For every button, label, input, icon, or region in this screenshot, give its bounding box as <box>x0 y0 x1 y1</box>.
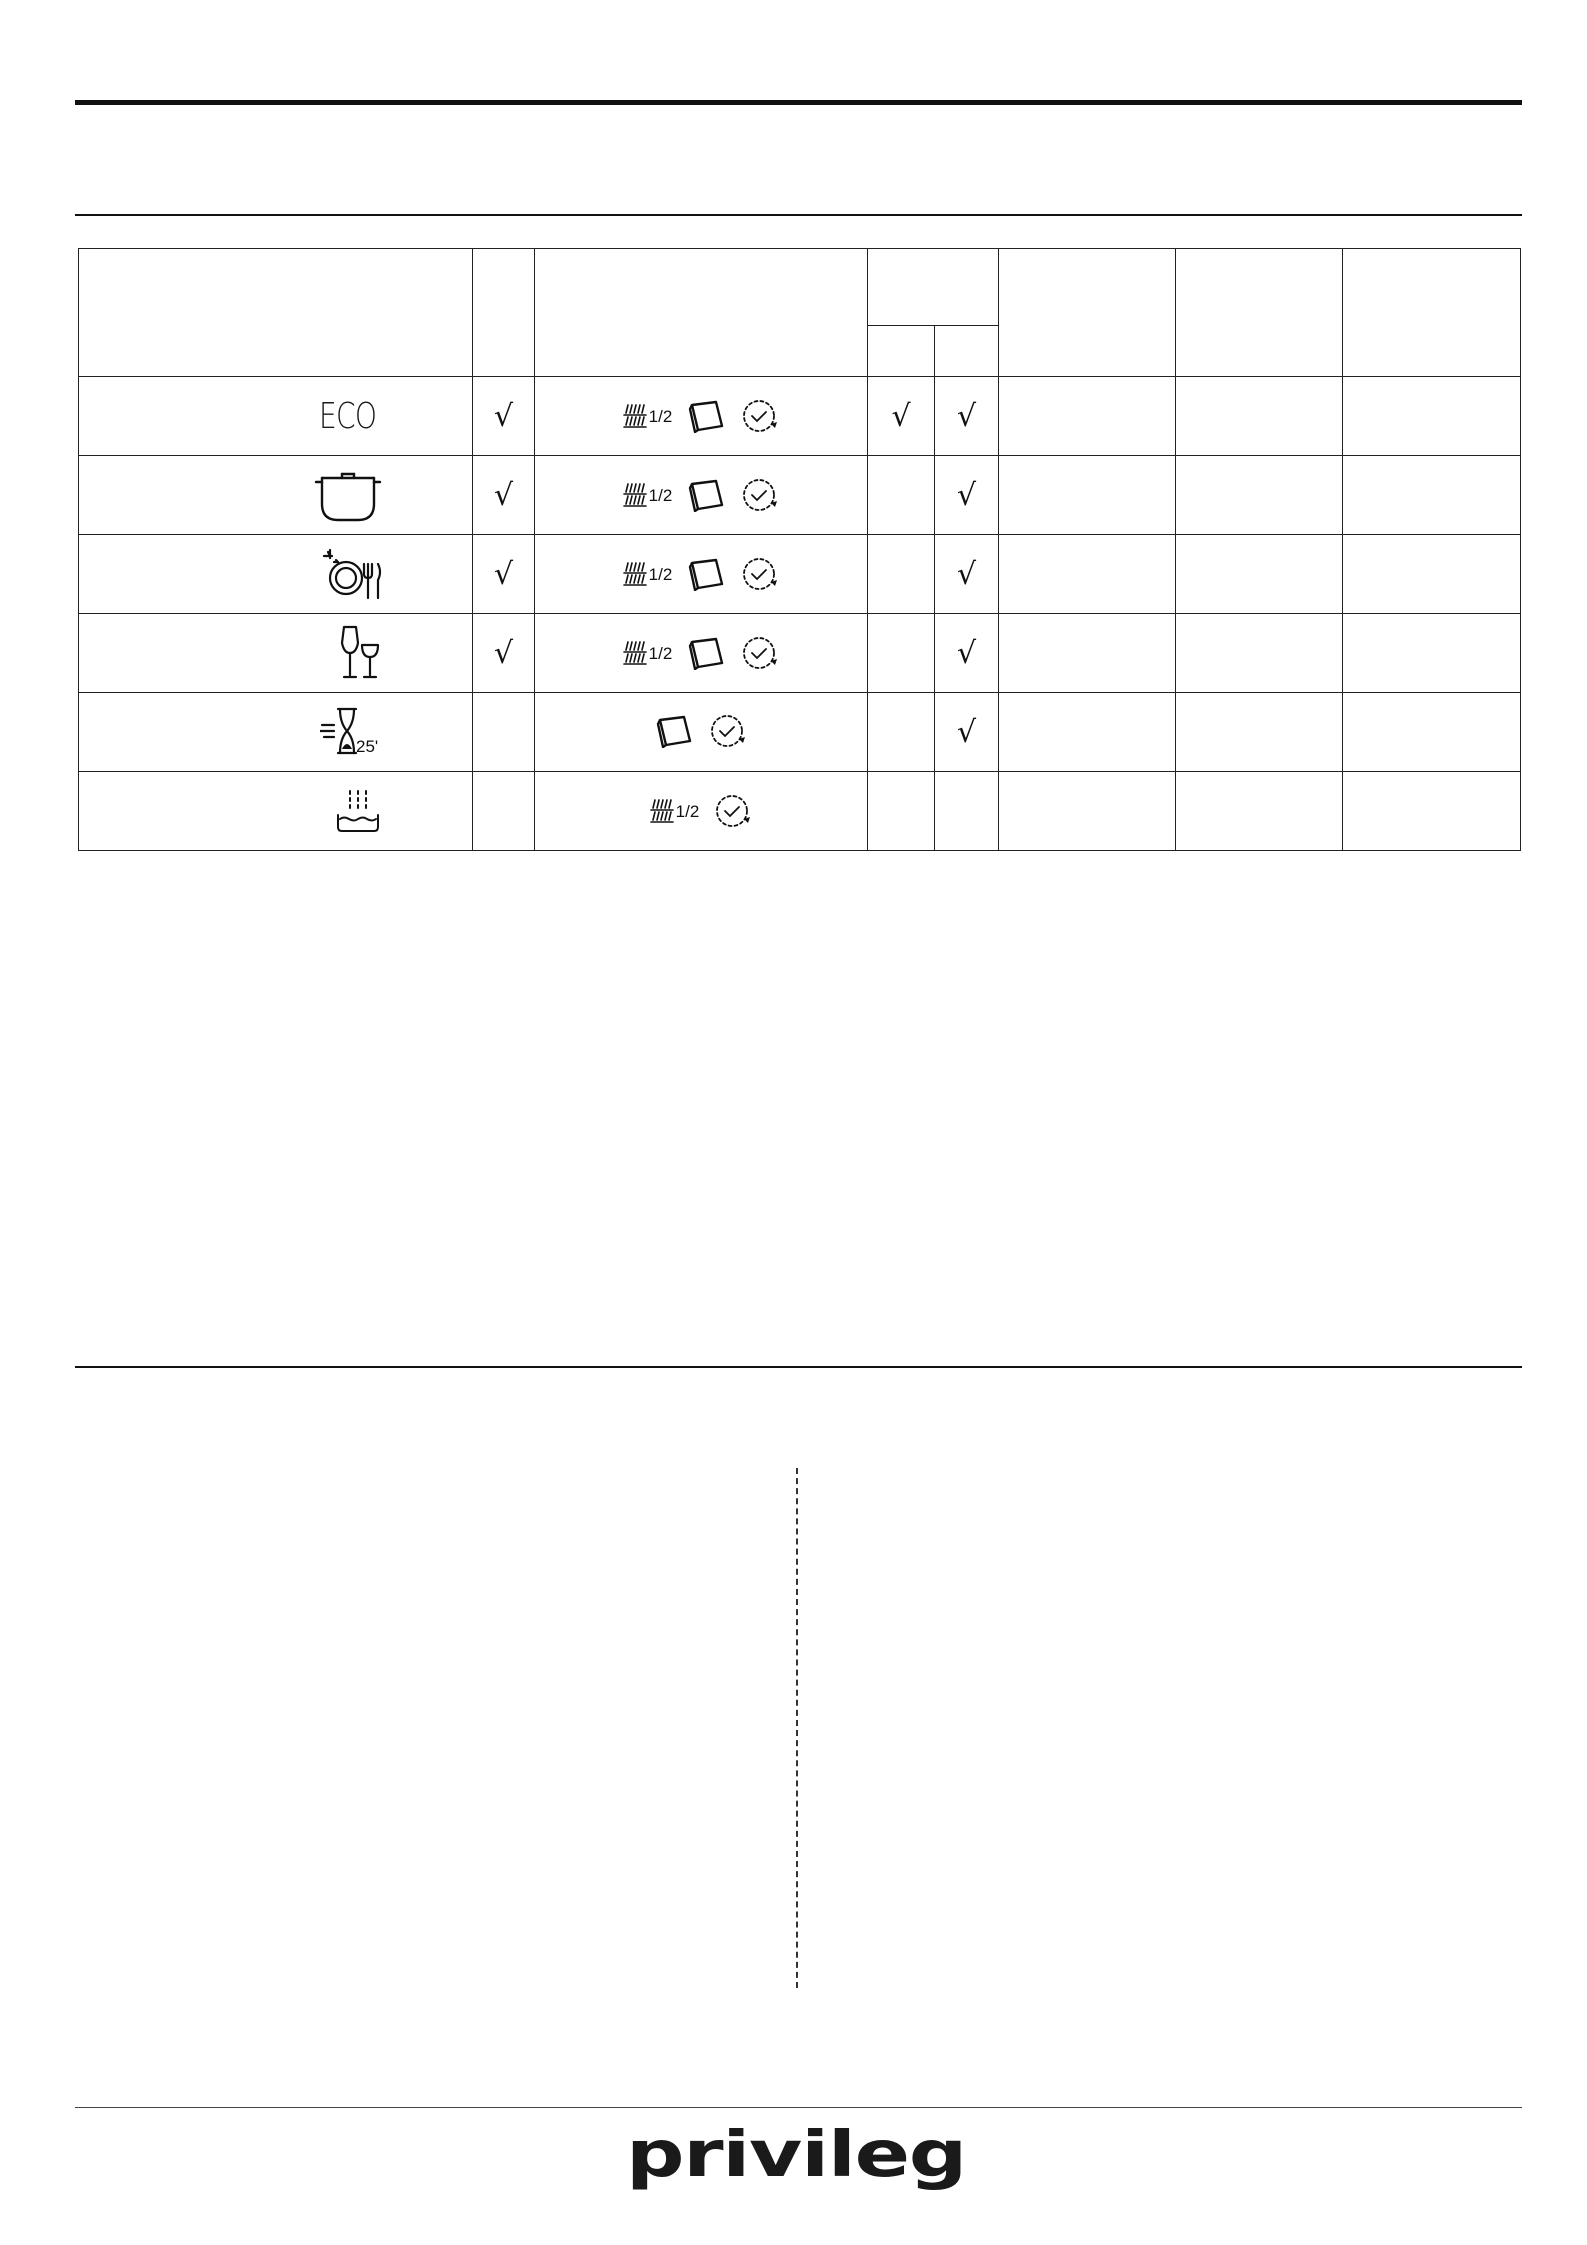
header-program <box>79 249 473 377</box>
table-row <box>79 456 1521 535</box>
empty-cell <box>1343 377 1521 456</box>
subcol1-cell <box>868 377 935 456</box>
tablet-icon <box>686 636 726 670</box>
empty-cell <box>1343 693 1521 772</box>
col2-cell <box>473 377 535 456</box>
check-mark: √ <box>956 635 977 671</box>
table-row <box>79 535 1521 614</box>
empty-cell <box>999 772 1176 851</box>
empty-cell <box>1176 456 1343 535</box>
table-row <box>79 693 1521 772</box>
options-cell <box>535 456 868 535</box>
check-mark: √ <box>493 477 514 513</box>
subcol1-cell <box>868 772 935 851</box>
program-cell <box>79 693 473 772</box>
empty-cell <box>1176 614 1343 693</box>
subcol2-cell <box>935 693 999 772</box>
half-load-icon: 1/2 <box>649 796 700 826</box>
empty-cell <box>1176 535 1343 614</box>
subcol2-cell <box>935 535 999 614</box>
check-mark: √ <box>493 398 514 434</box>
empty-cell <box>999 456 1176 535</box>
program-cell <box>79 614 473 693</box>
options-cell <box>535 377 868 456</box>
half-load-icon: 1/2 <box>622 559 673 589</box>
header-subcol2 <box>935 326 999 377</box>
subcol2-cell <box>935 456 999 535</box>
options-cell <box>535 614 868 693</box>
empty-cell <box>1176 693 1343 772</box>
program-cell <box>79 456 473 535</box>
empty-cell <box>1343 614 1521 693</box>
half-load-icon: 1/2 <box>622 401 673 431</box>
check-mark: √ <box>956 556 977 592</box>
empty-cell <box>999 693 1176 772</box>
check-mark: √ <box>956 398 977 434</box>
table-row <box>79 772 1521 851</box>
empty-cell <box>999 614 1176 693</box>
table-row <box>79 614 1521 693</box>
header-col6 <box>999 249 1176 377</box>
header-col7 <box>1176 249 1343 377</box>
subcol2-cell <box>935 377 999 456</box>
eco-text-icon: ECO <box>318 395 376 437</box>
check-mark: √ <box>493 635 514 671</box>
subcol1-cell <box>868 456 935 535</box>
delay-start-icon <box>740 633 780 673</box>
pot-icon <box>312 464 384 526</box>
delay-start-icon <box>740 554 780 594</box>
svg-text:privileg: privileg <box>626 2128 966 2192</box>
delay-start-icon <box>713 791 753 831</box>
subcol1-cell <box>868 535 935 614</box>
section-rule <box>75 214 1522 216</box>
subcol1-cell <box>868 614 935 693</box>
check-mark: √ <box>493 556 514 592</box>
brand-logo <box>626 2128 970 2199</box>
footer-rule <box>75 2107 1522 2108</box>
subcol1-cell <box>868 693 935 772</box>
section-rule <box>75 1366 1522 1368</box>
check-mark: √ <box>956 714 977 750</box>
program-table <box>78 248 1521 851</box>
col2-cell <box>473 456 535 535</box>
half-load-icon: 1/2 <box>622 638 673 668</box>
header-subcol1 <box>868 326 935 377</box>
dashed-column-divider <box>796 1468 798 1988</box>
empty-cell <box>999 377 1176 456</box>
tablet-icon <box>686 399 726 433</box>
glasses-icon <box>336 623 384 683</box>
subcol2-cell <box>935 772 999 851</box>
empty-cell <box>1343 535 1521 614</box>
header-col8 <box>1343 249 1521 377</box>
delay-start-icon <box>740 396 780 436</box>
subcol2-cell <box>935 614 999 693</box>
tablet-icon <box>686 557 726 591</box>
empty-cell <box>999 535 1176 614</box>
program-cell <box>79 535 473 614</box>
delay-start-icon <box>708 711 748 751</box>
col2-cell <box>473 772 535 851</box>
header-options <box>535 249 868 377</box>
col2-cell <box>473 535 535 614</box>
col2-cell <box>473 614 535 693</box>
empty-cell <box>1176 772 1343 851</box>
delay-start-icon <box>740 475 780 515</box>
col2-cell <box>473 693 535 772</box>
header-group <box>868 249 999 326</box>
rinse-icon <box>332 787 384 835</box>
program-cell <box>79 772 473 851</box>
table-row <box>79 377 1521 456</box>
check-mark: √ <box>891 398 911 434</box>
empty-cell <box>1343 772 1521 851</box>
hourglass-25-icon: 25' <box>320 703 384 761</box>
top-rule <box>75 100 1522 105</box>
options-cell <box>535 535 868 614</box>
header-col2 <box>473 249 535 377</box>
empty-cell <box>1176 377 1343 456</box>
plate-cutlery-icon <box>320 546 384 602</box>
empty-cell <box>1343 456 1521 535</box>
tablet-icon <box>686 478 726 512</box>
program-cell <box>79 377 473 456</box>
options-cell <box>535 772 868 851</box>
check-mark: √ <box>956 477 977 513</box>
tablet-icon <box>654 714 694 748</box>
half-load-icon: 1/2 <box>622 480 673 510</box>
options-cell <box>535 693 868 772</box>
